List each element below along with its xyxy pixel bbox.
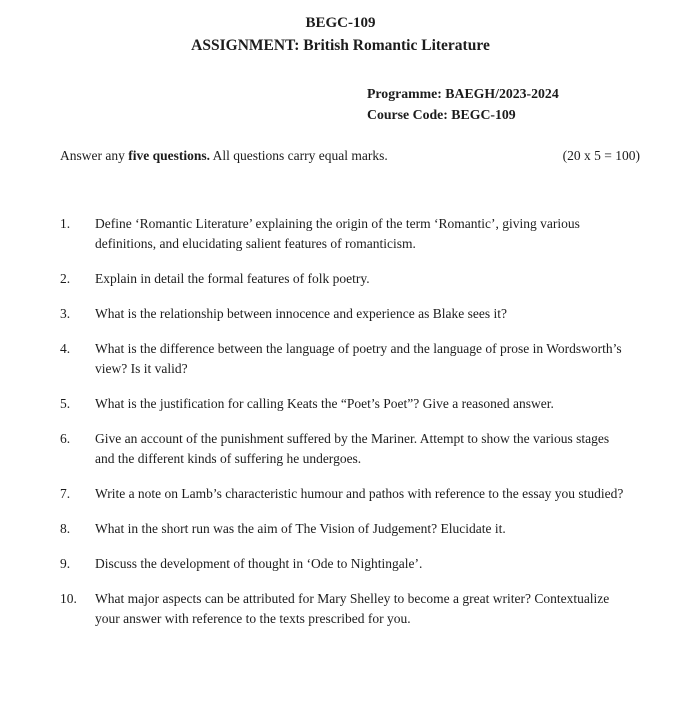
question-number: 4. xyxy=(60,341,71,356)
question-number: 8. xyxy=(60,521,71,536)
question-number: 3. xyxy=(60,306,71,321)
question-text: What is the justification for calling Keats the “Poet’s Poet”? Give a reasoned answer. xyxy=(95,396,554,411)
question-text: Explain in detail the formal features of folk poetry. xyxy=(95,271,370,286)
question-item xyxy=(60,429,636,469)
instruction-row xyxy=(60,146,640,166)
question-number: 9. xyxy=(60,556,71,571)
question-number: 10. xyxy=(60,591,77,606)
instruction-prefix: Answer any xyxy=(60,148,129,163)
question-text: Discuss the development of thought in ‘Ode to Nightingale’. xyxy=(95,556,423,571)
question-item xyxy=(60,519,636,539)
question-text: What major aspects can be attributed for Mary Shelley to become a great writer? Contextualize your answer with reference to the texts prescribed for you. xyxy=(95,591,610,626)
programme-block xyxy=(367,83,681,125)
question-list xyxy=(60,214,636,629)
question-item xyxy=(60,554,636,574)
instruction-suffix: All questions carry equal marks. xyxy=(210,148,388,163)
marks-scheme: (20 x 5 = 100) xyxy=(562,148,640,163)
programme-line: Programme: BAEGH/2023-2024 xyxy=(367,86,559,101)
question-text: Define ‘Romantic Literature’ explaining the origin of the term ‘Romantic’, giving various definitions, and elucidating salient features of romanticism. xyxy=(95,216,580,251)
assignment-title: ASSIGNMENT: British Romantic Literature xyxy=(191,37,490,54)
course-code-line: Course Code: BEGC-109 xyxy=(367,107,516,122)
question-number: 5. xyxy=(60,396,71,411)
question-item xyxy=(60,484,636,504)
course-code-heading: BEGC-109 xyxy=(305,15,376,31)
question-item xyxy=(60,589,636,629)
question-text: What is the difference between the language of poetry and the language of prose in Wordsworth’s view? Is it valid? xyxy=(95,341,622,376)
instruction-text xyxy=(60,146,388,166)
document-header xyxy=(0,0,681,57)
instruction-bold: five questions. xyxy=(128,148,210,163)
question-text: What in the short run was the aim of The Vision of Judgement? Elucidate it. xyxy=(95,521,506,536)
question-item xyxy=(60,394,636,414)
question-number: 7. xyxy=(60,486,71,501)
question-item xyxy=(60,304,636,324)
question-text: What is the relationship between innocence and experience as Blake sees it? xyxy=(95,306,507,321)
question-number: 1. xyxy=(60,216,71,231)
question-text: Write a note on Lamb’s characteristic humour and pathos with reference to the essay you studied? xyxy=(95,486,624,501)
question-text: Give an account of the punishment suffered by the Mariner. Attempt to show the various stages and the different kinds of suffering he undergoes. xyxy=(95,431,610,466)
question-item xyxy=(60,269,636,289)
question-item xyxy=(60,339,636,379)
question-item xyxy=(60,214,636,254)
question-number: 2. xyxy=(60,271,71,286)
question-number: 6. xyxy=(60,431,71,446)
